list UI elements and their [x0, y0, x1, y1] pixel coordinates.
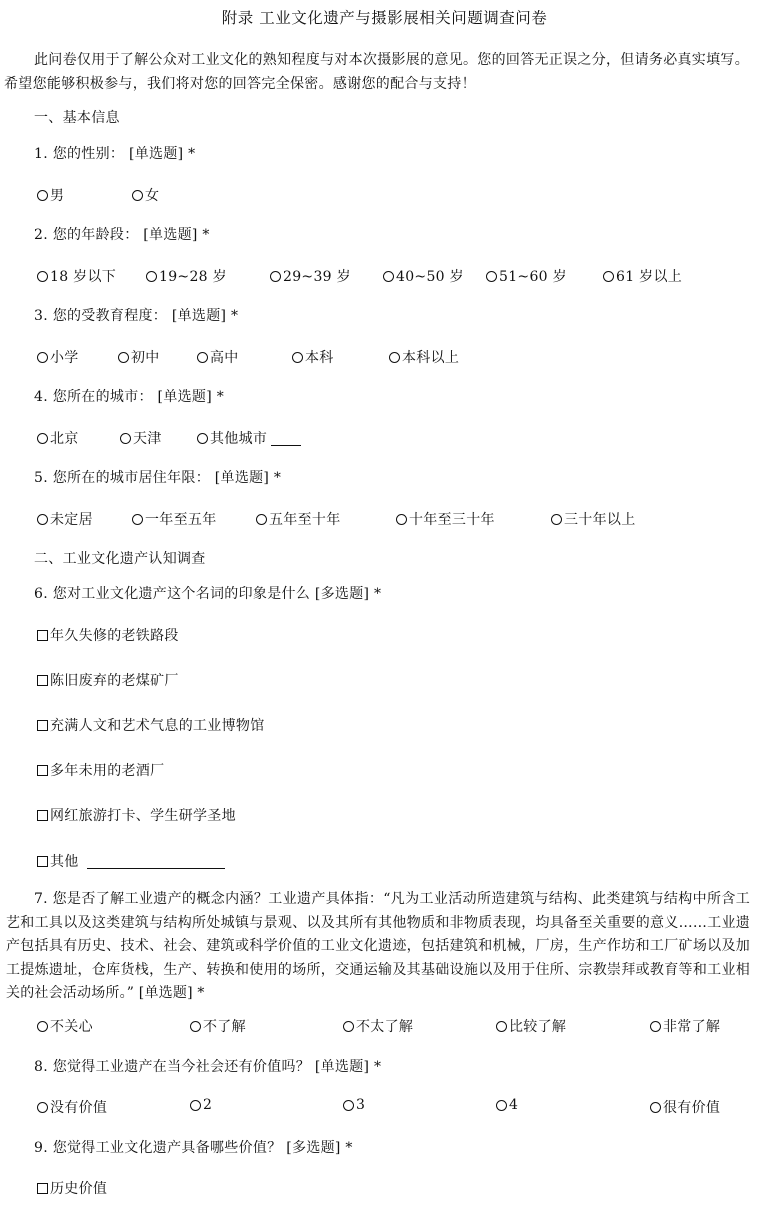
q4-option-other-city[interactable]: 其他城市 — [197, 428, 301, 448]
q3-option-1[interactable]: 小学 — [37, 347, 79, 367]
checkbox-icon — [37, 675, 48, 686]
radio-icon — [292, 352, 303, 363]
checkbox-icon — [37, 856, 48, 867]
question-4: 4. 您所在的城市： [单选题] * — [34, 389, 225, 405]
q4-option-tianjin[interactable]: 天津 — [120, 428, 162, 448]
q2-option-5[interactable]: 51~60 岁 — [486, 266, 567, 286]
q6-option-4[interactable]: 多年未用的老酒厂 — [37, 760, 164, 780]
q2-option-3[interactable]: 29~39 岁 — [270, 266, 351, 286]
radio-icon — [197, 433, 208, 444]
radio-icon — [197, 352, 208, 363]
q6-option-1[interactable]: 年久失修的老铁路段 — [37, 625, 179, 645]
q3-option-3[interactable]: 高中 — [197, 347, 239, 367]
q2-option-4[interactable]: 40~50 岁 — [383, 266, 464, 286]
radio-icon — [190, 1100, 201, 1111]
q6-option-5[interactable]: 网红旅游打卡、学生研学圣地 — [37, 805, 236, 825]
checkbox-icon — [37, 720, 48, 731]
checkbox-icon — [37, 810, 48, 821]
radio-icon — [486, 271, 497, 282]
other-city-input[interactable] — [271, 431, 301, 446]
question-7: 7. 您是否了解工业遗产的概念内涵？工业遗产具体指：“凡为工业活动所造建筑与结构、此类建筑与结构中所含工艺和工具以及这类建筑与结构所处城镇与景观、以及其所有其他物质和非物质表现，均具备至关重要的意义……工业遗产包括具有历史、技术、社会、建筑或科学价值的工业文化遗迹，包括建筑和机械，厂房，生产作坊和工厂矿场以及加工提炼遗址，仓库货栈，生产、转换和使用的场所，交通运输及其基础设施以及用于住所、宗教崇拜或教育等和工业相关的社会活动场所。” [单选题] * — [6, 891, 750, 1001]
section-awareness: 二、工业文化遗产认知调查 — [34, 551, 206, 567]
radio-icon — [120, 433, 131, 444]
q8-option-2[interactable]: 2 — [190, 1097, 212, 1113]
radio-icon — [132, 190, 143, 201]
q5-option-1[interactable]: 未定居 — [37, 509, 93, 529]
q6-option-other[interactable]: 其他 — [37, 851, 225, 871]
question-6: 6. 您对工业文化遗产这个名词的印象是什么 [多选题] * — [34, 586, 382, 602]
q2-option-2[interactable]: 19~28 岁 — [146, 266, 227, 286]
radio-icon — [118, 352, 129, 363]
radio-icon — [256, 514, 267, 525]
q7-option-1[interactable]: 不关心 — [37, 1016, 93, 1036]
radio-icon — [603, 271, 614, 282]
q9-option-1[interactable]: 历史价值 — [37, 1178, 107, 1198]
q5-option-3[interactable]: 五年至十年 — [256, 509, 341, 529]
page-title: 附录 工业文化遗产与摄影展相关问题调查问卷 — [221, 9, 548, 27]
q3-option-2[interactable]: 初中 — [118, 347, 160, 367]
question-3: 3. 您的受教育程度： [单选题] * — [34, 308, 239, 324]
q8-option-4[interactable]: 4 — [496, 1097, 518, 1113]
q7-option-2[interactable]: 不了解 — [190, 1016, 246, 1036]
radio-icon — [37, 433, 48, 444]
question-5: 5. 您所在的城市居住年限： [单选题] * — [34, 470, 282, 486]
question-8: 8. 您觉得工业遗产在当今社会还有价值吗？ [单选题] * — [34, 1059, 382, 1075]
radio-icon — [37, 514, 48, 525]
radio-icon — [190, 1021, 201, 1032]
q5-option-5[interactable]: 三十年以上 — [551, 509, 636, 529]
question-1: 1. 您的性别： [单选题] * — [34, 146, 196, 162]
q4-option-beijing[interactable]: 北京 — [37, 428, 79, 448]
q7-option-5[interactable]: 非常了解 — [650, 1016, 720, 1036]
radio-icon — [37, 190, 48, 201]
radio-icon — [383, 271, 394, 282]
radio-icon — [343, 1021, 354, 1032]
q3-option-4[interactable]: 本科 — [292, 347, 334, 367]
intro-paragraph: 此问卷仅用于了解公众对工业文化的熟知程度与对本次摄影展的意见。您的回答无正误之分，但请务必真实填写。希望您能够积极参与，我们将对您的回答完全保密。感谢您的配合与支持！ — [4, 52, 749, 92]
radio-icon — [270, 271, 281, 282]
radio-icon — [343, 1100, 354, 1111]
section-basic-info: 一、基本信息 — [34, 110, 120, 126]
radio-icon — [37, 352, 48, 363]
q8-option-1[interactable]: 没有价值 — [37, 1097, 107, 1117]
radio-icon — [496, 1100, 507, 1111]
q5-option-2[interactable]: 一年至五年 — [132, 509, 217, 529]
q1-option-female[interactable]: 女 — [132, 185, 159, 205]
question-9: 9. 您觉得工业文化遗产具备哪些价值？ [多选题] * — [34, 1140, 353, 1156]
q7-option-4[interactable]: 比较了解 — [496, 1016, 566, 1036]
checkbox-icon — [37, 765, 48, 776]
q2-option-1[interactable]: 18 岁以下 — [37, 266, 116, 286]
radio-icon — [650, 1021, 661, 1032]
question-2: 2. 您的年龄段： [单选题] * — [34, 227, 210, 243]
radio-icon — [496, 1021, 507, 1032]
radio-icon — [146, 271, 157, 282]
q6-option-3[interactable]: 充满人文和艺术气息的工业博物馆 — [37, 715, 265, 735]
radio-icon — [551, 514, 562, 525]
radio-icon — [389, 352, 400, 363]
q8-option-3[interactable]: 3 — [343, 1097, 365, 1113]
radio-icon — [37, 1102, 48, 1113]
checkbox-icon — [37, 1183, 48, 1194]
q5-option-4[interactable]: 十年至三十年 — [396, 509, 495, 529]
q8-option-5[interactable]: 很有价值 — [650, 1097, 720, 1117]
q1-option-male[interactable]: 男 — [37, 185, 64, 205]
checkbox-icon — [37, 630, 48, 641]
radio-icon — [650, 1102, 661, 1113]
q3-option-5[interactable]: 本科以上 — [389, 347, 459, 367]
radio-icon — [37, 1021, 48, 1032]
radio-icon — [396, 514, 407, 525]
radio-icon — [132, 514, 143, 525]
q2-option-6[interactable]: 61 岁以上 — [603, 266, 682, 286]
other-impression-input[interactable] — [87, 854, 225, 869]
radio-icon — [37, 271, 48, 282]
q6-option-2[interactable]: 陈旧废弃的老煤矿厂 — [37, 670, 179, 690]
q7-option-3[interactable]: 不太了解 — [343, 1016, 413, 1036]
